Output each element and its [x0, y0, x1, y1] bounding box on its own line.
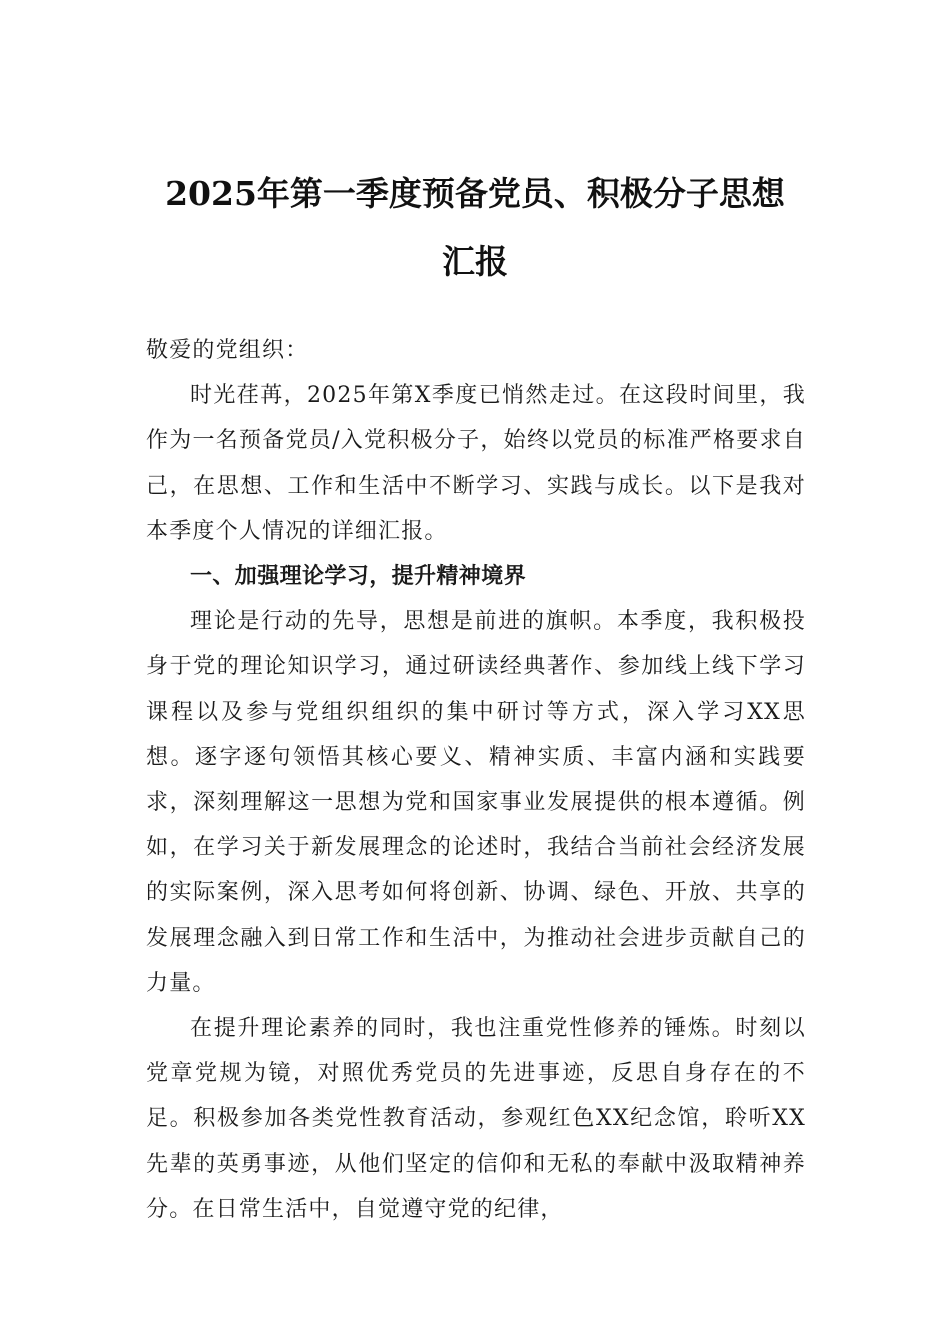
paragraph-intro: 时光荏苒，2025年第X季度已悄然走过。在这段时间里，我作为一名预备党员/入党积极分子，始终以党员的标准严格要求自己，在思想、工作和生活中不断学习、实践与成长。以下是我对本季度个人情况的详细汇报。: [146, 383, 806, 544]
salutation: 敬爱的党组织：: [146, 338, 309, 363]
document-body: [146, 328, 806, 1232]
title-line-1: 2025年第一季度预备党员、积极分子思想: [165, 174, 785, 213]
paragraph-theory-study: 理论是行动的先导，思想是前进的旗帜。本季度，我积极投身于党的理论知识学习，通过研读经典著作、参加线上线下学习课程以及参与党组织组织的集中研讨等方式，深入学习XX思想。逐字逐句领悟其核心要义、精神实质、丰富内涵和实践要求，深刻理解这一思想为党和国家事业发展提供的根本遵循。例如，在学习关于新发展理念的论述时，我结合当前社会经济发展的实际案例，深入思考如何将创新、协调、绿色、开放、共享的发展理念融入到日常工作和生活中，为推动社会进步贡献自己的力量。: [146, 609, 806, 996]
section-heading-1: 一、加强理论学习，提升精神境界: [190, 564, 527, 590]
document-title: [140, 160, 810, 296]
paragraph-party-spirit: 在提升理论素养的同时，我也注重党性修养的锤炼。时刻以党章党规为镜，对照优秀党员的先进事迹，反思自身存在的不足。积极参加各类党性教育活动，参观红色XX纪念馆，聆听XX先辈的英勇事迹，从他们坚定的信仰和无私的奉献中汲取精神养分。在日常生活中，自觉遵守党的纪律，: [146, 1016, 806, 1222]
title-line-2: 汇报: [442, 242, 508, 281]
